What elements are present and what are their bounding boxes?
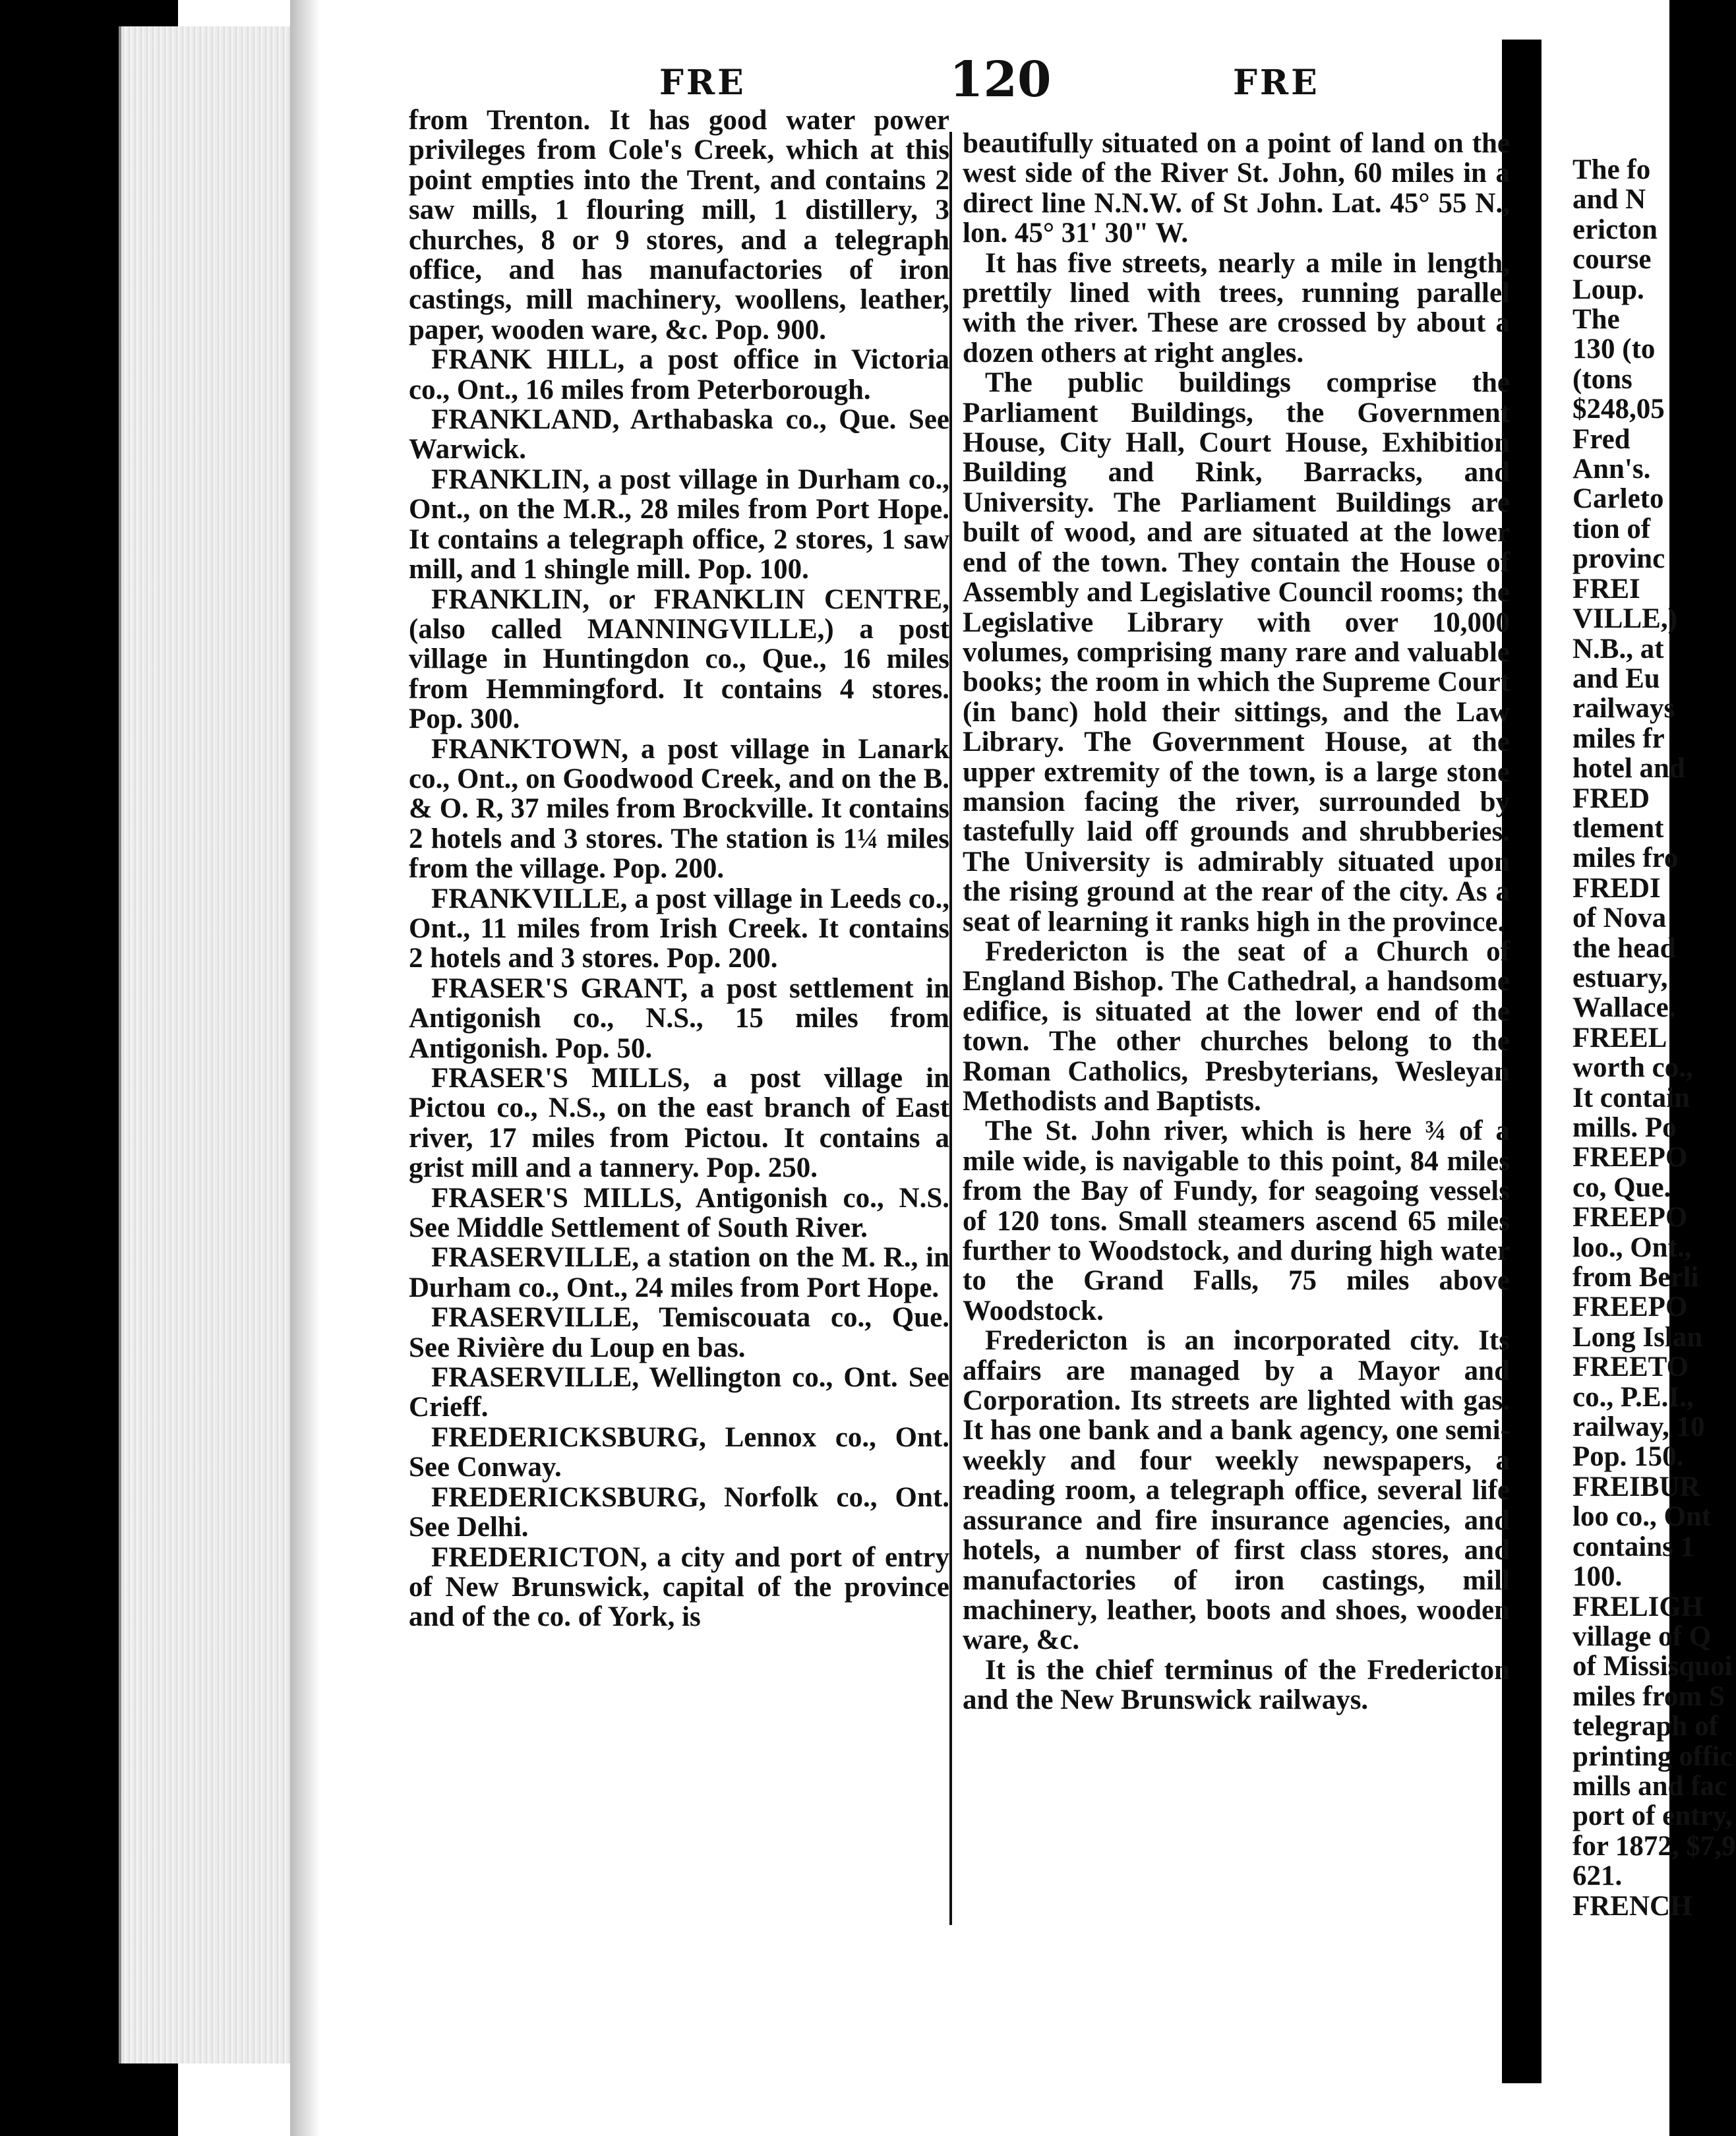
entry-paragraph: FRANK HILL, a post office in Victoria co., Ont., 16 miles from Peterborough.	[409, 344, 949, 405]
cropped-line: The fo	[1572, 154, 1651, 185]
cropped-line: co, Que.	[1572, 1172, 1671, 1203]
cropped-line: and N	[1572, 184, 1646, 216]
cropped-line: The	[1572, 304, 1620, 336]
cropped-line: FRENCH	[1572, 1890, 1692, 1922]
cropped-line: tion of	[1572, 513, 1651, 545]
cropped-line: Loup.	[1572, 274, 1644, 305]
cropped-line: of Nova	[1572, 903, 1667, 934]
cropped-line: miles fr	[1572, 723, 1665, 754]
cropped-line: 100.	[1572, 1561, 1623, 1593]
cropped-line: the head	[1572, 932, 1676, 964]
cropped-line: village of Q	[1572, 1620, 1712, 1652]
cropped-line: worth co.,	[1572, 1052, 1693, 1084]
header-left-word: FRE	[659, 63, 746, 103]
cropped-line: FREEPO	[1572, 1291, 1688, 1323]
cropped-line: mills. Po	[1572, 1112, 1677, 1143]
entry-paragraph: FRANKLAND, Arthabaska co., Que. See Warwick.	[409, 404, 949, 465]
cropped-line: Fred	[1572, 423, 1631, 455]
cropped-line: Long Islan	[1572, 1321, 1703, 1353]
entry-paragraph: FRANKTOWN, a post village in Lanark co., Ont., on Goodwood Creek, and on the B. & O. R, 37 miles from Brockville. It contains 2 hotels and 3 stores. The station is 1¼ miles from the village. Pop. 200.	[409, 733, 949, 885]
cropped-line: contains 1	[1572, 1531, 1695, 1562]
cropped-line: FREETO	[1572, 1351, 1689, 1383]
cropped-line: from Berli	[1572, 1262, 1699, 1293]
cropped-line: FREEPO	[1572, 1202, 1688, 1233]
entry-paragraph: FRASER'S MILLS, Antigonish co., N.S. See Middle Settlement of South River.	[409, 1182, 949, 1244]
column-divider	[949, 132, 952, 1925]
cropped-line: 621.	[1572, 1860, 1623, 1892]
cropped-line: provinc	[1572, 543, 1665, 575]
entry-paragraph: FRASERVILLE, a station on the M. R., in Durham co., Ont., 24 miles from Port Hope.	[409, 1242, 949, 1303]
cropped-line: mills and fac	[1572, 1770, 1727, 1802]
cropped-line: for 1872, $7,9	[1572, 1830, 1736, 1862]
cropped-line: railways	[1572, 693, 1675, 725]
cropped-line: FRED	[1572, 783, 1650, 814]
cropped-line: Ann's.	[1572, 454, 1651, 485]
cropped-line: It contain	[1572, 1082, 1690, 1113]
entry-paragraph: FRANKLIN, a post village in Durham co., Ont., on the M.R., 28 miles from Port Hope. It contains a telegraph office, 2 stores, 1 saw mill, and 1 shingle mill. Pop. 100.	[409, 463, 949, 585]
cropped-line: loo co., Ont	[1572, 1501, 1712, 1533]
gazetteer-column-left	[409, 105, 949, 1632]
cropped-line: hotel and	[1572, 753, 1685, 785]
cropped-line: co., P.E.I.,	[1572, 1381, 1694, 1413]
entry-paragraph: The St. John river, which is here ¾ of a mile wide, is navigable to this point, 84 miles from the Bay of Fundy, for seagoing vessels of 120 tons. Small steamers ascend 65 miles further to Woodstock, and during high water to the Grand Falls, 75 miles above Woodstock.	[963, 1115, 1510, 1326]
cropped-line: FREIBUR	[1572, 1471, 1700, 1502]
entry-paragraph: FRASERVILLE, Wellington co., Ont. See Crieff.	[409, 1362, 949, 1423]
gazetteer-column-right-partial	[1572, 154, 1736, 1974]
cropped-line: miles from S	[1572, 1680, 1725, 1712]
cropped-line: FREDI	[1572, 872, 1661, 904]
entry-paragraph: FREDERICTON, a city and port of entry of New Brunswick, capital of the province and of the co. of York, is	[409, 1541, 949, 1633]
entry-paragraph: FREDERICKSBURG, Lennox co., Ont. See Conway.	[409, 1421, 949, 1483]
entry-paragraph: from Trenton. It has good water power privileges from Cole's Creek, which at this point empties into the Trent, and contains 2 saw mills, 1 flouring mill, 1 distillery, 3 churches, 8 or 9 stores, and a telegraph office, and has manufactories of iron castings, mill machinery, woollens, leather, paper, wooden ware, &c. Pop. 900.	[409, 105, 949, 345]
cropped-line: 130 (to	[1572, 334, 1656, 365]
cropped-line: Wallace.	[1572, 992, 1676, 1024]
cropped-line: Pop. 150.	[1572, 1441, 1684, 1473]
cropped-line: ericton	[1572, 214, 1658, 245]
cropped-line: FREI	[1572, 573, 1640, 605]
entry-paragraph: Fredericton is an incorporated city. Its affairs are managed by a Mayor and Corporation. Its streets are lighted with gas. It has one bank and a bank agency, one semi-weekly and four weekly newspapers, a reading room, a telegraph office, several life assurance and fire insurance agencies, and hotels, a number of first class stores, and manufactories of iron castings, mill machinery, leather, boots and shoes, wooden ware, &c.	[963, 1325, 1510, 1656]
cropped-line: of Missisquoi	[1572, 1651, 1733, 1682]
cropped-line: miles fro	[1572, 843, 1679, 874]
gutter-shadow	[290, 0, 320, 2136]
entry-paragraph: It is the chief terminus of the Fredericton and the New Brunswick railways.	[963, 1654, 1510, 1716]
cropped-line: VILLE,)	[1572, 603, 1677, 635]
entry-paragraph: FRASER'S MILLS, a post village in Pictou co., N.S., on the east branch of East river, 17 miles from Pictou. It contains a grist mill and a tannery. Pop. 250.	[409, 1063, 949, 1184]
entry-paragraph: Fredericton is the seat of a Church of England Bishop. The Cathedral, a handsome edifice, is situated at the lower end of the town. The other churches belong to the Roman Catholics, Presbyterians, Wesleyan Methodists and Baptists.	[963, 935, 1510, 1117]
entry-paragraph: FRASERVILLE, Temiscouata co., Que. See Rivière du Loup en bas.	[409, 1302, 949, 1363]
entry-paragraph: The public buildings comprise the Parliament Buildings, the Government House, City Hall, Court House, Exhibition Building and Rink, Barracks, and University. The Parliament Buildings are built of wood, and are situated at the lower end of the town. They contain the House of Assembly and Legislative Council rooms; the Legislative Library with over 10,000 volumes, comprising many rare and valuable books; the room in which the Supreme Court (in banc) hold their sittings, and the Law Library. The Government House, at the upper extremity of the town, is a large stone mansion facing the river, surrounded by tastefully laid off grounds and shrubberies. The University is admirably situated upon the rising ground at the rear of the city. As a seat of learning it ranks high in the province.	[963, 367, 1510, 937]
cropped-line: FREEL	[1572, 1022, 1667, 1053]
cropped-line: railway, 10	[1572, 1411, 1705, 1443]
entry-paragraph: FREDERICKSBURG, Norfolk co., Ont. See Delhi.	[409, 1481, 949, 1543]
entry-paragraph: FRASER'S GRANT, a post settlement in Antigonish co., N.S., 15 miles from Antigonish. Pop. 50.	[409, 972, 949, 1064]
cropped-line: tlement	[1572, 812, 1664, 844]
page-number: 120	[949, 51, 1052, 108]
cropped-line: port of entry,	[1572, 1800, 1733, 1832]
cropped-line: course	[1572, 244, 1652, 276]
cropped-line: loo., Ont.,	[1572, 1231, 1692, 1263]
gazetteer-column-middle	[963, 129, 1510, 1715]
cropped-line: $248,05	[1572, 394, 1665, 425]
entry-paragraph: It has five streets, nearly a mile in length, prettily lined with trees, running parallel with the river. These are crossed by about a dozen others at right angles.	[963, 247, 1510, 369]
entry-paragraph: beautifully situated on a point of land on the west side of the River St. John, 60 miles in a direct line N.N.W. of St John. Lat. 45° 55 N., lon. 45° 31' 30" W.	[963, 128, 1510, 249]
cropped-line: printing offic	[1572, 1740, 1733, 1772]
entry-paragraph: FRANKVILLE, a post village in Leeds co., Ont., 11 miles from Irish Creek. It contains 2 hotels and 3 stores. Pop. 200.	[409, 883, 949, 974]
entry-paragraph: FRANKLIN, or FRANKLIN CENTRE, (also called MANNINGVILLE,) a post village in Huntingdon co., Que., 16 miles from Hemmingford. It contains 4 stores. Pop. 300.	[409, 583, 949, 735]
cropped-line: telegraph of	[1572, 1711, 1718, 1742]
page-edges	[119, 26, 293, 2063]
cropped-line: FREEPO	[1572, 1142, 1688, 1173]
header-right-word: FRE	[1233, 63, 1320, 103]
cropped-line: Carleto	[1572, 483, 1664, 515]
cropped-line: and Eu	[1572, 663, 1660, 694]
cropped-line: FRELIGH	[1572, 1591, 1704, 1622]
cropped-line: N.B., at	[1572, 633, 1664, 665]
cropped-line: (tons	[1572, 363, 1632, 395]
cropped-line: estuary,	[1572, 962, 1668, 994]
